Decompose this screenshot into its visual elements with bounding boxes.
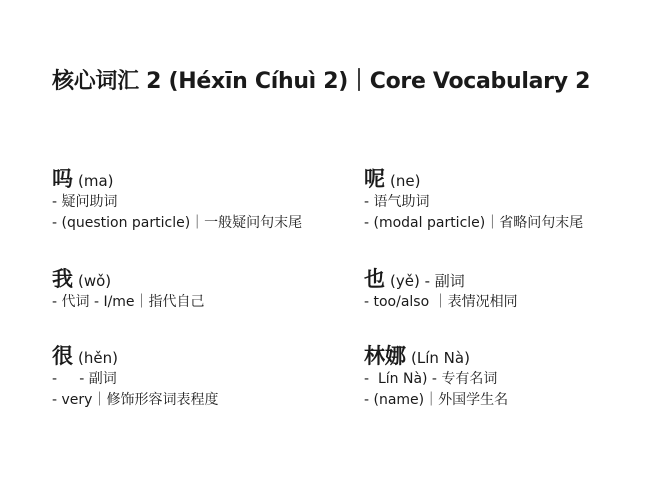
vocab-entry-ma	[52, 168, 302, 234]
entry-pinyin: (wǒ)	[78, 272, 112, 290]
entry-heading	[52, 345, 218, 369]
entry-pinyin: (hěn)	[78, 349, 118, 367]
entry-hanzi: 呢	[364, 167, 385, 191]
page-title: 核心词汇 2 (Héxīn Cíhuì 2)｜Core Vocabulary 2	[52, 69, 591, 94]
entry-heading	[364, 345, 508, 369]
entry-heading	[364, 168, 583, 192]
vocab-entry-ne	[364, 168, 583, 234]
entry-definition: - - 副词	[52, 371, 117, 387]
entry-hanzi: 吗	[52, 167, 73, 191]
entry-definition: - Lín Nà) - 专有名词	[364, 371, 498, 387]
entry-heading	[364, 268, 518, 292]
entry-definition: - very｜修饰形容词表程度	[52, 392, 219, 408]
entry-hanzi: 林娜	[364, 344, 406, 368]
entry-definition: - (modal particle)｜省略问句末尾	[364, 215, 584, 231]
entry-definition: - (name)｜外国学生名	[364, 392, 509, 408]
entry-pinyin: (Lín Nà)	[411, 349, 470, 367]
entry-definition: - (question particle)｜一般疑问句末尾	[52, 215, 303, 231]
entry-hanzi: 我	[52, 267, 73, 291]
vocab-entry-hen	[52, 345, 218, 411]
entry-heading	[52, 268, 205, 292]
entry-pinyin: (ma)	[78, 172, 114, 190]
vocab-entry-lin-na	[364, 345, 508, 411]
vocab-entry-ye	[364, 268, 518, 313]
entry-pinyin: (yě) - 副词	[390, 272, 465, 290]
entry-pinyin: (ne)	[390, 172, 421, 190]
entry-heading	[52, 168, 302, 192]
vocab-entry-wo	[52, 268, 205, 313]
entry-definition: - 代词 - I/me｜指代自己	[52, 294, 205, 310]
entry-hanzi: 很	[52, 344, 73, 368]
entry-hanzi: 也	[364, 267, 385, 291]
entry-definition: - too/also ｜表情况相同	[364, 294, 518, 310]
entry-definition: - 语气助词	[364, 194, 430, 210]
entry-definition: - 疑问助词	[52, 194, 118, 210]
